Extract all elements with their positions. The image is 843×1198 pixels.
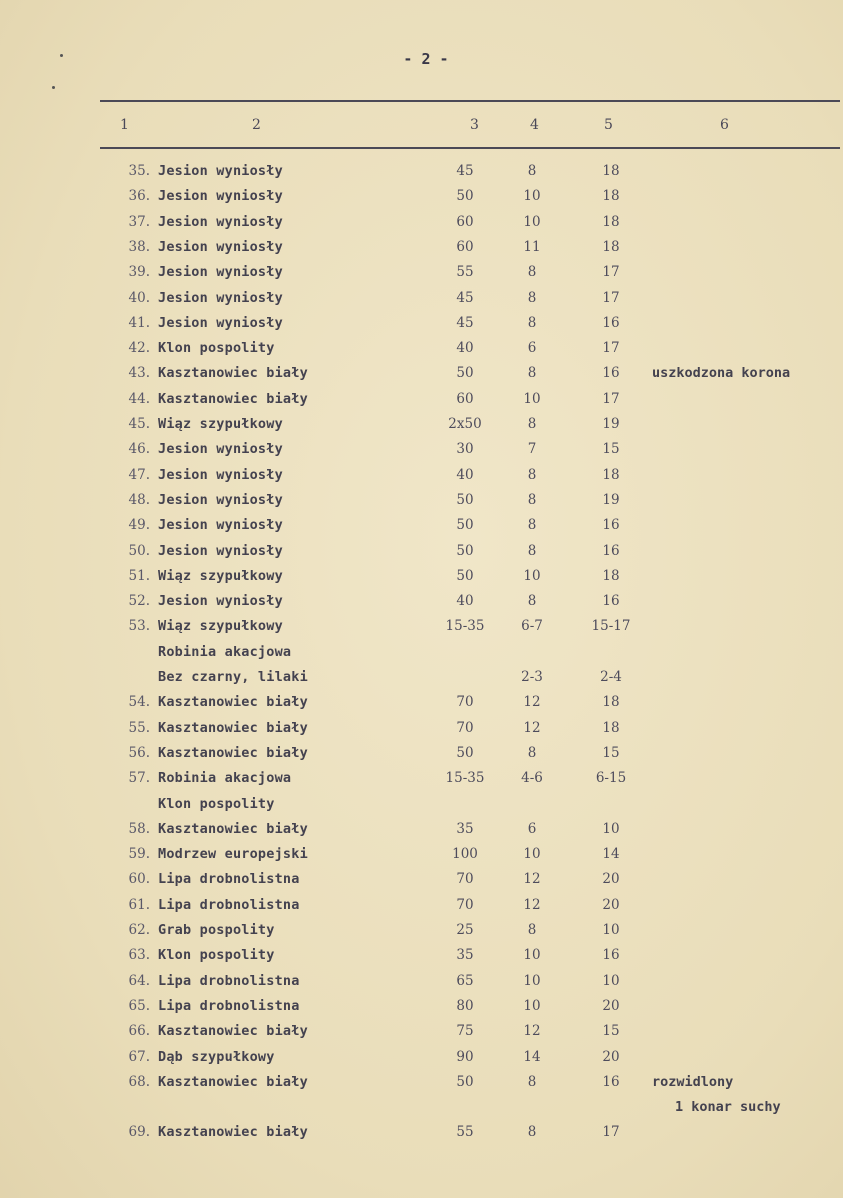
cell-col-3: 60 bbox=[456, 391, 474, 407]
cell-col-5: 16 bbox=[602, 315, 620, 331]
table-row bbox=[0, 669, 843, 693]
row-number: 63. bbox=[128, 947, 150, 963]
row-number: 62. bbox=[128, 922, 150, 938]
cell-col-3: 55 bbox=[456, 1124, 474, 1140]
column-header-4: 4 bbox=[530, 117, 539, 133]
cell-col-3: 65 bbox=[456, 973, 474, 989]
cell-col-5: 18 bbox=[602, 568, 620, 584]
tree-species: Kasztanowiec biały bbox=[158, 1074, 308, 1090]
row-number: 64. bbox=[128, 973, 150, 989]
table-row bbox=[0, 871, 843, 895]
cell-col-5: 20 bbox=[602, 998, 620, 1014]
cell-col-5: 10 bbox=[602, 821, 620, 837]
row-number: 58. bbox=[128, 821, 150, 837]
row-number: 36. bbox=[128, 188, 150, 204]
table-row bbox=[0, 720, 843, 744]
cell-remarks: uszkodzona korona bbox=[652, 365, 791, 381]
cell-col-5: 6-15 bbox=[595, 770, 627, 786]
row-number: 39. bbox=[128, 264, 150, 280]
tree-species: Kasztanowiec biały bbox=[158, 365, 308, 381]
tree-species: Lipa drobnolistna bbox=[158, 871, 300, 887]
table-row bbox=[0, 1074, 843, 1098]
cell-col-5: 18 bbox=[602, 188, 620, 204]
row-number: 53. bbox=[128, 618, 150, 634]
cell-col-4: 10 bbox=[523, 568, 541, 584]
tree-species: Jesion wyniosły bbox=[158, 543, 283, 559]
cell-col-3: 40 bbox=[456, 467, 474, 483]
row-number: 43. bbox=[128, 365, 150, 381]
cell-col-4: 12 bbox=[523, 720, 541, 736]
table-row bbox=[0, 1124, 843, 1148]
table-row bbox=[0, 796, 843, 820]
cell-col-5: 19 bbox=[602, 492, 620, 508]
table-row bbox=[0, 745, 843, 769]
tree-species: Klon pospolity bbox=[158, 947, 275, 963]
cell-col-3: 50 bbox=[456, 1074, 474, 1090]
row-number: 38. bbox=[128, 239, 150, 255]
cell-col-5: 15 bbox=[602, 441, 620, 457]
cell-col-4: 10 bbox=[523, 846, 541, 862]
table-row bbox=[0, 922, 843, 946]
cell-remarks: 1 konar suchy bbox=[675, 1099, 781, 1115]
cell-col-5: 17 bbox=[602, 1124, 620, 1140]
row-number: 61. bbox=[128, 897, 150, 913]
row-number: 45. bbox=[128, 416, 150, 432]
tree-species: Jesion wyniosły bbox=[158, 290, 283, 306]
cell-col-5: 17 bbox=[602, 290, 620, 306]
cell-col-4: 14 bbox=[523, 1049, 541, 1065]
table-row bbox=[0, 163, 843, 187]
column-header-5: 5 bbox=[604, 117, 613, 133]
tree-species: Jesion wyniosły bbox=[158, 264, 283, 280]
row-number: 40. bbox=[128, 290, 150, 306]
table-row bbox=[0, 543, 843, 567]
table-top-rule bbox=[100, 100, 840, 102]
cell-col-3: 55 bbox=[456, 264, 474, 280]
tree-species: Jesion wyniosły bbox=[158, 188, 283, 204]
page-number: - 2 - bbox=[403, 50, 449, 68]
cell-remarks: rozwidlony bbox=[652, 1074, 734, 1090]
table-row bbox=[0, 618, 843, 642]
cell-col-3: 45 bbox=[456, 163, 474, 179]
cell-col-4: 7 bbox=[527, 441, 537, 457]
cell-col-3: 45 bbox=[456, 290, 474, 306]
row-number: 67. bbox=[128, 1049, 150, 1065]
row-number: 50. bbox=[128, 543, 150, 559]
cell-col-5: 10 bbox=[602, 922, 620, 938]
column-header-3: 3 bbox=[470, 117, 479, 133]
cell-col-3: 15-35 bbox=[445, 618, 485, 634]
scan-speck bbox=[52, 86, 55, 89]
tree-species: Lipa drobnolistna bbox=[158, 897, 300, 913]
row-number: 48. bbox=[128, 492, 150, 508]
cell-col-5: 18 bbox=[602, 163, 620, 179]
column-header-6: 6 bbox=[720, 117, 729, 133]
cell-col-3: 30 bbox=[456, 441, 474, 457]
cell-col-5: 16 bbox=[602, 543, 620, 559]
row-number: 47. bbox=[128, 467, 150, 483]
row-number: 42. bbox=[128, 340, 150, 356]
cell-col-4: 8 bbox=[527, 163, 537, 179]
cell-col-5: 15 bbox=[602, 1023, 620, 1039]
table-row bbox=[0, 264, 843, 288]
table-row bbox=[0, 644, 843, 668]
tree-species: Jesion wyniosły bbox=[158, 492, 283, 508]
cell-col-3: 50 bbox=[456, 517, 474, 533]
tree-species: Kasztanowiec biały bbox=[158, 1023, 308, 1039]
cell-col-3: 100 bbox=[452, 846, 478, 862]
table-row bbox=[0, 290, 843, 314]
row-number: 49. bbox=[128, 517, 150, 533]
tree-species: Jesion wyniosły bbox=[158, 214, 283, 230]
table-header-rule bbox=[100, 147, 840, 149]
cell-col-4: 8 bbox=[527, 1074, 537, 1090]
row-number: 69. bbox=[128, 1124, 150, 1140]
row-number: 55. bbox=[128, 720, 150, 736]
cell-col-3: 50 bbox=[456, 543, 474, 559]
cell-col-5: 16 bbox=[602, 365, 620, 381]
cell-col-5: 16 bbox=[602, 517, 620, 533]
cell-col-3: 40 bbox=[456, 593, 474, 609]
cell-col-3: 25 bbox=[456, 922, 474, 938]
cell-col-3: 70 bbox=[456, 897, 474, 913]
row-number: 60. bbox=[128, 871, 150, 887]
tree-species: Jesion wyniosły bbox=[158, 239, 283, 255]
table-row bbox=[0, 973, 843, 997]
table-row bbox=[0, 467, 843, 491]
table-row bbox=[0, 694, 843, 718]
cell-col-3: 50 bbox=[456, 745, 474, 761]
tree-species: Kasztanowiec biały bbox=[158, 821, 308, 837]
tree-species: Jesion wyniosły bbox=[158, 517, 283, 533]
tree-species: Wiąz szypułkowy bbox=[158, 618, 283, 634]
table-row bbox=[0, 568, 843, 592]
tree-species: Jesion wyniosły bbox=[158, 467, 283, 483]
tree-species: Klon pospolity bbox=[158, 340, 275, 356]
tree-species: Robinia akacjowa bbox=[158, 644, 292, 660]
cell-col-4: 8 bbox=[527, 593, 537, 609]
table-row bbox=[0, 998, 843, 1022]
cell-col-4: 8 bbox=[527, 416, 537, 432]
row-number: 51. bbox=[128, 568, 150, 584]
cell-col-5: 15 bbox=[602, 745, 620, 761]
tree-species: Kasztanowiec biały bbox=[158, 694, 308, 710]
cell-col-4: 4-6 bbox=[521, 770, 543, 786]
cell-col-4: 11 bbox=[523, 239, 541, 255]
tree-species: Wiąz szypułkowy bbox=[158, 416, 283, 432]
tree-species: Klon pospolity bbox=[158, 796, 275, 812]
row-number: 59. bbox=[128, 846, 150, 862]
table-row bbox=[0, 846, 843, 870]
cell-col-4: 12 bbox=[523, 871, 541, 887]
table-row bbox=[0, 365, 843, 389]
cell-col-3: 50 bbox=[456, 568, 474, 584]
cell-col-5: 18 bbox=[602, 720, 620, 736]
table-row bbox=[0, 391, 843, 415]
tree-species: Jesion wyniosły bbox=[158, 593, 283, 609]
table-row bbox=[0, 315, 843, 339]
cell-col-5: 16 bbox=[602, 1074, 620, 1090]
cell-col-4: 6-7 bbox=[521, 618, 543, 634]
cell-col-5: 16 bbox=[602, 593, 620, 609]
cell-col-5: 18 bbox=[602, 214, 620, 230]
cell-col-3: 50 bbox=[456, 365, 474, 381]
cell-col-3: 60 bbox=[456, 239, 474, 255]
table-row bbox=[0, 188, 843, 212]
table-row bbox=[0, 492, 843, 516]
row-number: 46. bbox=[128, 441, 150, 457]
cell-col-3: 80 bbox=[456, 998, 474, 1014]
tree-species: Jesion wyniosły bbox=[158, 163, 283, 179]
cell-col-4: 12 bbox=[523, 1023, 541, 1039]
cell-col-3: 60 bbox=[456, 214, 474, 230]
cell-col-4: 10 bbox=[523, 391, 541, 407]
cell-col-4: 8 bbox=[527, 365, 537, 381]
cell-col-4: 12 bbox=[523, 897, 541, 913]
row-number: 37. bbox=[128, 214, 150, 230]
row-number: 65. bbox=[128, 998, 150, 1014]
cell-col-3: 35 bbox=[456, 947, 474, 963]
cell-col-4: 10 bbox=[523, 998, 541, 1014]
tree-species: Robinia akacjowa bbox=[158, 770, 292, 786]
cell-col-4: 8 bbox=[527, 745, 537, 761]
row-number: 66. bbox=[128, 1023, 150, 1039]
cell-col-5: 2-4 bbox=[600, 669, 622, 685]
tree-species: Kasztanowiec biały bbox=[158, 1124, 308, 1140]
scan-speck bbox=[60, 54, 63, 57]
cell-col-5: 19 bbox=[602, 416, 620, 432]
cell-col-5: 10 bbox=[602, 973, 620, 989]
cell-col-3: 45 bbox=[456, 315, 474, 331]
cell-col-5: 18 bbox=[602, 239, 620, 255]
cell-col-5: 14 bbox=[602, 846, 620, 862]
tree-species: Jesion wyniosły bbox=[158, 441, 283, 457]
tree-species: Lipa drobnolistna bbox=[158, 998, 300, 1014]
tree-species: Lipa drobnolistna bbox=[158, 973, 300, 989]
row-number: 56. bbox=[128, 745, 150, 761]
tree-species: Kasztanowiec biały bbox=[158, 391, 308, 407]
table-row bbox=[0, 821, 843, 845]
cell-col-5: 20 bbox=[602, 871, 620, 887]
row-number: 68. bbox=[128, 1074, 150, 1090]
cell-col-3: 70 bbox=[456, 871, 474, 887]
cell-col-4: 8 bbox=[527, 264, 537, 280]
cell-col-4: 8 bbox=[527, 290, 537, 306]
cell-col-4: 8 bbox=[527, 1124, 537, 1140]
cell-col-3: 50 bbox=[456, 492, 474, 508]
row-number: 35. bbox=[128, 163, 150, 179]
cell-col-4: 10 bbox=[523, 214, 541, 230]
table-row bbox=[0, 416, 843, 440]
cell-col-5: 20 bbox=[602, 897, 620, 913]
column-header-1: 1 bbox=[120, 117, 129, 133]
cell-col-4: 2-3 bbox=[521, 669, 543, 685]
cell-col-3: 35 bbox=[456, 821, 474, 837]
cell-col-4: 12 bbox=[523, 694, 541, 710]
table-row bbox=[0, 1099, 843, 1123]
row-number: 54. bbox=[128, 694, 150, 710]
table-row bbox=[0, 239, 843, 263]
table-row bbox=[0, 947, 843, 971]
cell-col-3: 70 bbox=[456, 720, 474, 736]
table-row bbox=[0, 441, 843, 465]
table-row bbox=[0, 1049, 843, 1073]
row-number: 52. bbox=[128, 593, 150, 609]
cell-col-3: 75 bbox=[456, 1023, 474, 1039]
table-row bbox=[0, 214, 843, 238]
tree-species: Grab pospolity bbox=[158, 922, 275, 938]
row-number: 57. bbox=[128, 770, 150, 786]
cell-col-4: 8 bbox=[527, 492, 537, 508]
tree-species: Modrzew europejski bbox=[158, 846, 308, 862]
tree-species: Bez czarny, lilaki bbox=[158, 669, 308, 685]
cell-col-5: 18 bbox=[602, 467, 620, 483]
cell-col-5: 15-17 bbox=[591, 618, 631, 634]
cell-col-3: 2x50 bbox=[448, 416, 482, 432]
cell-col-4: 8 bbox=[527, 517, 537, 533]
tree-species: Wiąz szypułkowy bbox=[158, 568, 283, 584]
cell-col-3: 70 bbox=[456, 694, 474, 710]
tree-species: Dąb szypułkowy bbox=[158, 1049, 275, 1065]
cell-col-4: 8 bbox=[527, 543, 537, 559]
cell-col-4: 10 bbox=[523, 947, 541, 963]
table-row bbox=[0, 340, 843, 364]
tree-species: Kasztanowiec biały bbox=[158, 720, 308, 736]
table-row bbox=[0, 1023, 843, 1047]
table-row bbox=[0, 593, 843, 617]
cell-col-5: 18 bbox=[602, 694, 620, 710]
cell-col-3: 90 bbox=[456, 1049, 474, 1065]
table-row bbox=[0, 770, 843, 794]
cell-col-5: 17 bbox=[602, 391, 620, 407]
cell-col-4: 6 bbox=[527, 340, 537, 356]
row-number: 44. bbox=[128, 391, 150, 407]
cell-col-3: 40 bbox=[456, 340, 474, 356]
cell-col-4: 10 bbox=[523, 188, 541, 204]
cell-col-4: 10 bbox=[523, 973, 541, 989]
table-row bbox=[0, 517, 843, 541]
cell-col-4: 8 bbox=[527, 922, 537, 938]
cell-col-3: 50 bbox=[456, 188, 474, 204]
cell-col-5: 17 bbox=[602, 264, 620, 280]
cell-col-5: 16 bbox=[602, 947, 620, 963]
cell-col-4: 6 bbox=[527, 821, 537, 837]
cell-col-3: 15-35 bbox=[445, 770, 485, 786]
cell-col-5: 20 bbox=[602, 1049, 620, 1065]
cell-col-4: 8 bbox=[527, 467, 537, 483]
table-row bbox=[0, 897, 843, 921]
tree-species: Jesion wyniosły bbox=[158, 315, 283, 331]
cell-col-4: 8 bbox=[527, 315, 537, 331]
tree-species: Kasztanowiec biały bbox=[158, 745, 308, 761]
cell-col-5: 17 bbox=[602, 340, 620, 356]
column-header-2: 2 bbox=[252, 117, 261, 133]
row-number: 41. bbox=[128, 315, 150, 331]
